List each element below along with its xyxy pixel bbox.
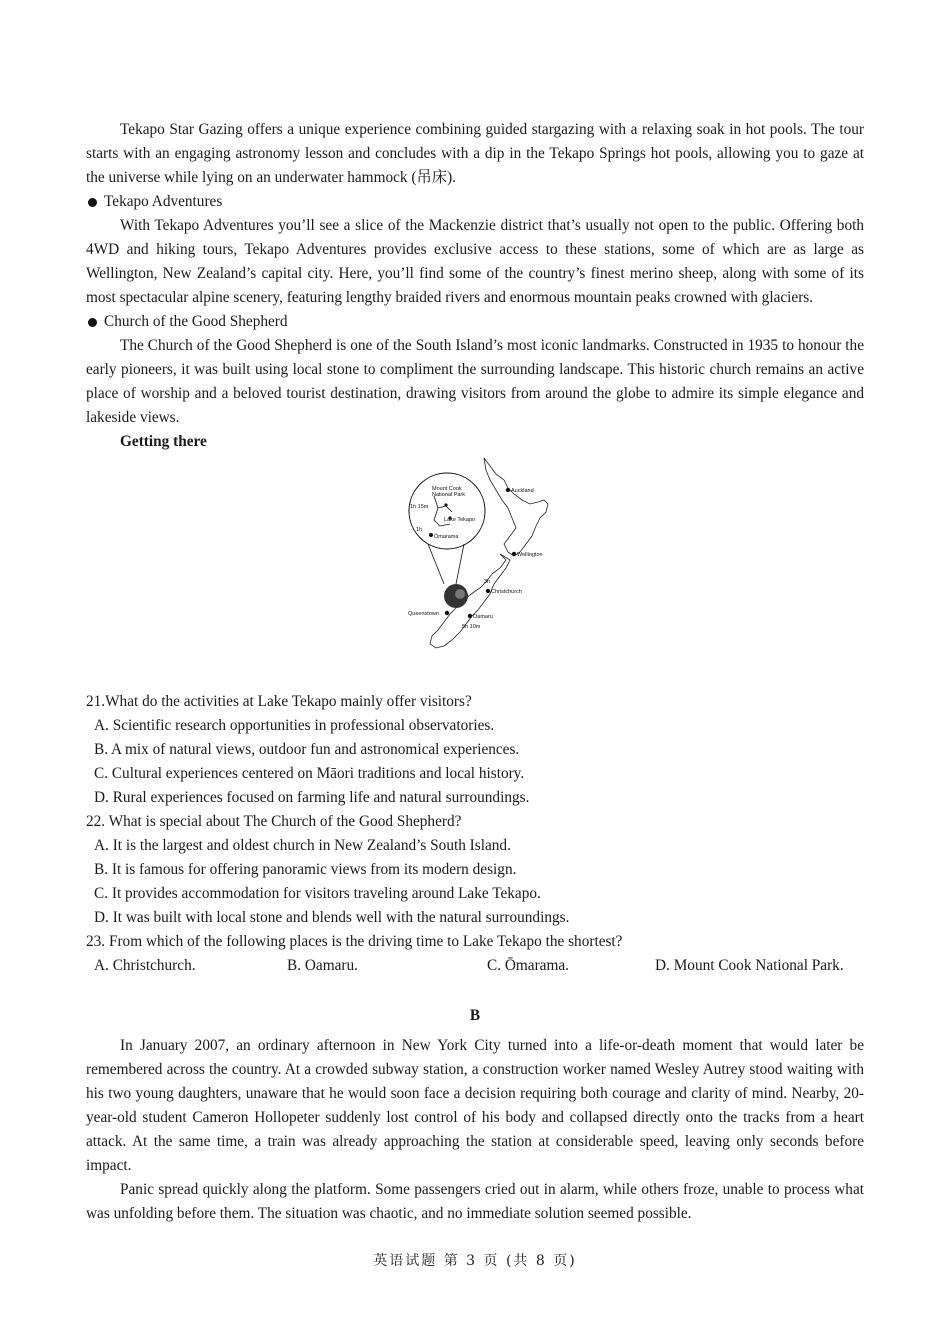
question-22 bbox=[86, 810, 864, 930]
bullet-icon bbox=[88, 318, 97, 327]
label-time-inset-2: 1h bbox=[416, 527, 423, 533]
option-b: B. Oamaru. bbox=[287, 957, 358, 974]
wellington-dot bbox=[512, 552, 516, 556]
option-d: D. Rural experiences focused on farming life and natural surroundings. bbox=[94, 789, 530, 806]
nz-map bbox=[86, 456, 864, 678]
question-21 bbox=[86, 690, 864, 810]
label-mount-cook: Mount Cook bbox=[432, 486, 462, 492]
option-c: C. Cultural experiences centered on Māori traditions and local history. bbox=[94, 765, 525, 782]
label-time-oamaru: 5h 10m bbox=[462, 624, 481, 630]
question-23 bbox=[86, 930, 864, 978]
bullet-icon bbox=[88, 198, 97, 207]
auckland-dot bbox=[506, 488, 510, 492]
label-wellington: Wellington bbox=[517, 552, 543, 558]
question-stem: 22. What is special about The Church of the Good Shepherd? bbox=[86, 813, 462, 830]
bullet-church bbox=[86, 310, 864, 334]
inset-connector bbox=[456, 544, 464, 584]
label-time-inset-1: 1h 15m bbox=[410, 504, 429, 510]
bullet-tekapo-adventures bbox=[86, 190, 864, 214]
bullet-title: Church of the Good Shepherd bbox=[104, 313, 288, 330]
label-christchurch: Christchurch bbox=[491, 589, 522, 595]
question-stem: 21.What do the activities at Lake Tekapo mainly offer visitors? bbox=[86, 693, 472, 710]
south-island-shape bbox=[430, 554, 510, 648]
label-lake-tekapo: Lake Tekapo bbox=[444, 517, 476, 523]
omarama-dot bbox=[429, 533, 433, 537]
question-stem: 23. From which of the following places is the driving time to Lake Tekapo the shortest? bbox=[86, 933, 623, 950]
option-a: A. Christchurch. bbox=[94, 957, 196, 974]
exam-page bbox=[86, 118, 864, 1226]
option-c: C. It provides accommodation for visitors traveling around Lake Tekapo. bbox=[94, 885, 541, 902]
getting-there-heading: Getting there bbox=[120, 433, 207, 450]
label-queenstown: Queenstown bbox=[408, 611, 439, 617]
paragraph-tekapo-adventures: With Tekapo Adventures you’ll see a slice of the Mackenzie district that’s usually not open to the public. Offering both 4WD and hiking tours, Tekapo Adventures provides exclusive access to these stations, some of which are as large as Wellington, New Zealand’s capital city. Here, you’ll find some of the country’s finest merino sheep, along with some of its most spectacular alpine scenery, featuring lengthy braided rivers and enormous mountain peaks crowned with glaciers. bbox=[86, 217, 864, 306]
bullet-title: Tekapo Adventures bbox=[104, 193, 223, 210]
inset-connector bbox=[428, 544, 444, 584]
label-auckland: Auckland bbox=[511, 488, 534, 494]
label-national-park: National Park bbox=[432, 492, 466, 498]
option-a: A. It is the largest and oldest church in New Zealand’s South Island. bbox=[94, 837, 511, 854]
queenstown-dot bbox=[445, 611, 449, 615]
mount-cook-dot bbox=[444, 503, 447, 506]
paragraph-church: The Church of the Good Shepherd is one of the South Island’s most iconic landmarks. Constructed in 1935 to honour the early pioneers, it was built using local stone to compliment the surrounding landscape. This historic church remains an active place of worship and a beloved tourist destination, drawing visitors from around the globe to admire its simple elegance and lakeside views. bbox=[86, 337, 864, 426]
option-d: D. It was built with local stone and blends well with the natural surroundings. bbox=[94, 909, 570, 926]
oamaru-dot bbox=[468, 614, 472, 618]
paragraph-b-2: Panic spread quickly along the platform. Some passengers cried out in alarm, while others froze, unable to process what was unfolding before them. The situation was chaotic, and no immediate solution seemed possible. bbox=[86, 1181, 864, 1222]
christchurch-dot bbox=[486, 589, 490, 593]
map-figure bbox=[404, 456, 644, 661]
option-d: D. Mount Cook National Park. bbox=[655, 957, 844, 974]
option-b: B. A mix of natural views, outdoor fun and astronomical experiences. bbox=[94, 741, 520, 758]
label-omarama: Ōmarama bbox=[434, 534, 459, 540]
tekapo-region-highlight bbox=[455, 589, 465, 599]
label-time-christchurch: 3h bbox=[484, 579, 491, 585]
option-b: B. It is famous for offering panoramic views from its modern design. bbox=[94, 861, 517, 878]
label-oamaru: Oamaru bbox=[473, 614, 493, 620]
option-c: C. Ōmarama. bbox=[487, 957, 569, 974]
option-a: A. Scientific research opportunities in professional observatories. bbox=[94, 717, 495, 734]
paragraph-star-gazing: Tekapo Star Gazing offers a unique experience combining guided stargazing with a relaxing soak in hot pools. The tour starts with an engaging astronomy lesson and concludes with a dip in the Tekapo Springs hot pools, allowing you to gaze at the universe while lying on an underwater hammock (吊床). bbox=[86, 121, 864, 186]
page-footer: 英语试题 第 3 页 (共 8 页) bbox=[373, 1253, 577, 1269]
paragraph-b-1: In January 2007, an ordinary afternoon in New York City turned into a life-or-death moment that would later be remembered across the country. At a crowded subway station, a construction worker named Wesley Autrey stood waiting with his two young daughters, unaware that he would soon face a decision requiring both courage and clarity of mind. Nearby, 20-year-old student Cameron Hollopeter suddenly lost control of his body and collapsed directly onto the tracks from a heart attack. At the same time, a train was already approaching the station at considerable speed, leaving only seconds before impact. bbox=[86, 1037, 864, 1174]
section-b-label: B bbox=[469, 1007, 481, 1024]
options-row bbox=[86, 954, 864, 978]
north-island-shape bbox=[484, 458, 548, 556]
